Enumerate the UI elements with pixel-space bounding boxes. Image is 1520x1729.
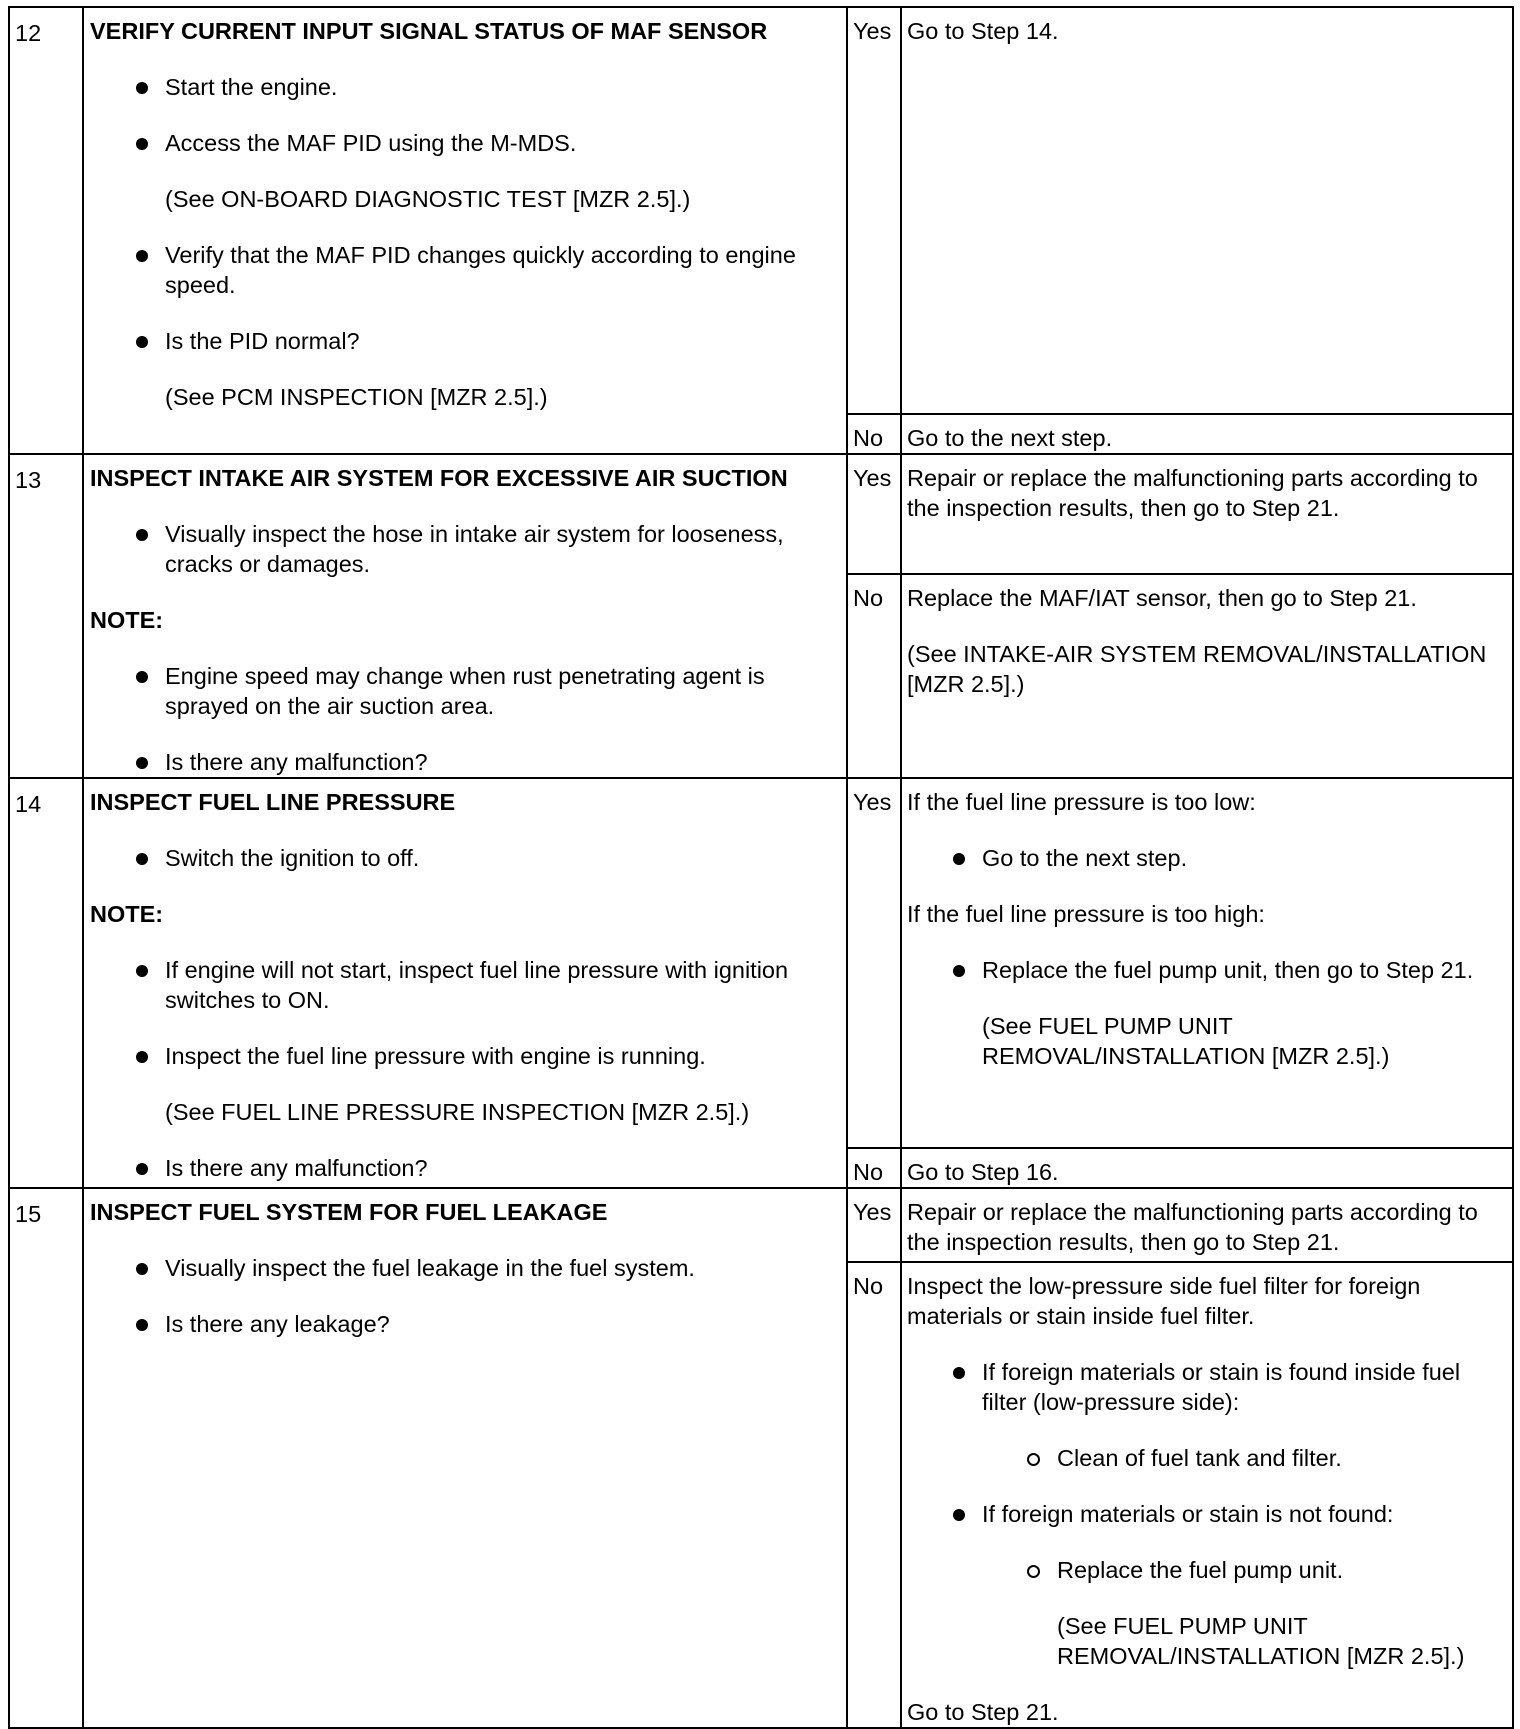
action-text: If the fuel line pressure is too high: [907, 901, 1265, 927]
step-row-14 [9, 778, 1513, 1148]
bullet-item: Visually inspect the fuel leakage in the fuel system. [90, 1253, 840, 1283]
step-title: INSPECT INTAKE AIR SYSTEM FOR EXCESSIVE AIR SUCTION [90, 465, 788, 491]
bullet-item: Is there any malfunction? [90, 1153, 840, 1183]
step-title: INSPECT FUEL LINE PRESSURE [90, 789, 456, 815]
yes-label: Yes [847, 778, 901, 1148]
bullet-item: Inspect the fuel line pressure with engine is running. [90, 1041, 840, 1071]
reference-text: (See FUEL LINE PRESSURE INSPECTION [MZR 2.5].) [165, 1099, 750, 1125]
step-row-13 [9, 454, 1513, 574]
action-text: Go to the next step. [907, 425, 1113, 451]
bullet-item: Access the MAF PID using the M-MDS. [90, 128, 840, 158]
step-row-15 [9, 1188, 1513, 1262]
yes-action [901, 1188, 1513, 1262]
sub-bullet-item: Replace the fuel pump unit. [907, 1555, 1506, 1585]
step-title: VERIFY CURRENT INPUT SIGNAL STATUS OF MAF SENSOR [90, 18, 768, 44]
action-text: If the fuel line pressure is too low: [907, 789, 1256, 815]
no-action [901, 574, 1513, 778]
bullet-item: Visually inspect the hose in intake air system for looseness, cracks or damages. [90, 519, 840, 579]
step-number: 13 [9, 454, 83, 778]
no-label: No [847, 414, 901, 454]
bullet-item: If foreign materials or stain is not found: [907, 1499, 1506, 1529]
bullet-item: Is the PID normal? [90, 326, 840, 356]
reference-text: (See INTAKE-AIR SYSTEM REMOVAL/INSTALLATION [MZR 2.5].) [907, 641, 1493, 697]
action-text: Repair or replace the malfunctioning parts according to the inspection results, then go to Step 21. [907, 1199, 1485, 1255]
bullet-item: If foreign materials or stain is found inside fuel filter (low-pressure side): [907, 1357, 1506, 1417]
no-action [901, 1262, 1513, 1728]
step-number: 12 [9, 7, 83, 454]
action-text: Repair or replace the malfunctioning parts according to the inspection results, then go to Step 21. [907, 465, 1485, 521]
step-number: 14 [9, 778, 83, 1188]
step-row-12 [9, 7, 1513, 414]
note-label: NOTE: [90, 607, 164, 633]
step-number: 15 [9, 1188, 83, 1728]
no-action [901, 414, 1513, 454]
reference-text: (See FUEL PUMP UNIT REMOVAL/INSTALLATION [MZR 2.5].) [982, 1013, 1390, 1069]
no-label: No [847, 1262, 901, 1728]
bullet-item: Go to the next step. [907, 843, 1506, 873]
note-label: NOTE: [90, 901, 164, 927]
yes-label: Yes [847, 1188, 901, 1262]
yes-action [901, 454, 1513, 574]
bullet-item: Start the engine. [90, 72, 840, 102]
reference-text: (See ON-BOARD DIAGNOSTIC TEST [MZR 2.5].) [165, 186, 691, 212]
step-description [83, 1188, 847, 1728]
yes-action [901, 778, 1513, 1148]
bullet-item: Switch the ignition to off. [90, 843, 840, 873]
sub-bullet-item: Clean of fuel tank and filter. [907, 1443, 1506, 1473]
bullet-item: If engine will not start, inspect fuel line pressure with ignition switches to ON. [90, 955, 840, 1015]
yes-label: Yes [847, 454, 901, 574]
bullet-item: Replace the fuel pump unit, then go to Step 21. [907, 955, 1506, 985]
step-description [83, 454, 847, 778]
reference-text: (See FUEL PUMP UNIT REMOVAL/INSTALLATION [MZR 2.5].) [1057, 1613, 1465, 1669]
step-title: INSPECT FUEL SYSTEM FOR FUEL LEAKAGE [90, 1199, 608, 1225]
bullet-item: Engine speed may change when rust penetrating agent is sprayed on the air suction area. [90, 661, 840, 721]
action-text: Go to Step 21. [907, 1699, 1059, 1725]
bullet-item: Is there any malfunction? [90, 747, 840, 777]
bullet-item: Verify that the MAF PID changes quickly according to engine speed. [90, 240, 840, 300]
step-description [83, 7, 847, 454]
action-text: Inspect the low-pressure side fuel filter for foreign materials or stain inside fuel filter. [907, 1273, 1427, 1329]
diagnostic-procedure-table [8, 6, 1514, 1729]
action-text: Go to Step 14. [907, 18, 1059, 44]
no-label: No [847, 1148, 901, 1188]
no-label: No [847, 574, 901, 778]
step-description [83, 778, 847, 1188]
no-action [901, 1148, 1513, 1188]
action-text: Go to Step 16. [907, 1159, 1059, 1185]
bullet-item: Is there any leakage? [90, 1309, 840, 1339]
reference-text: (See PCM INSPECTION [MZR 2.5].) [165, 384, 548, 410]
yes-action [901, 7, 1513, 414]
action-text: Replace the MAF/IAT sensor, then go to Step 21. [907, 585, 1417, 611]
yes-label: Yes [847, 7, 901, 414]
